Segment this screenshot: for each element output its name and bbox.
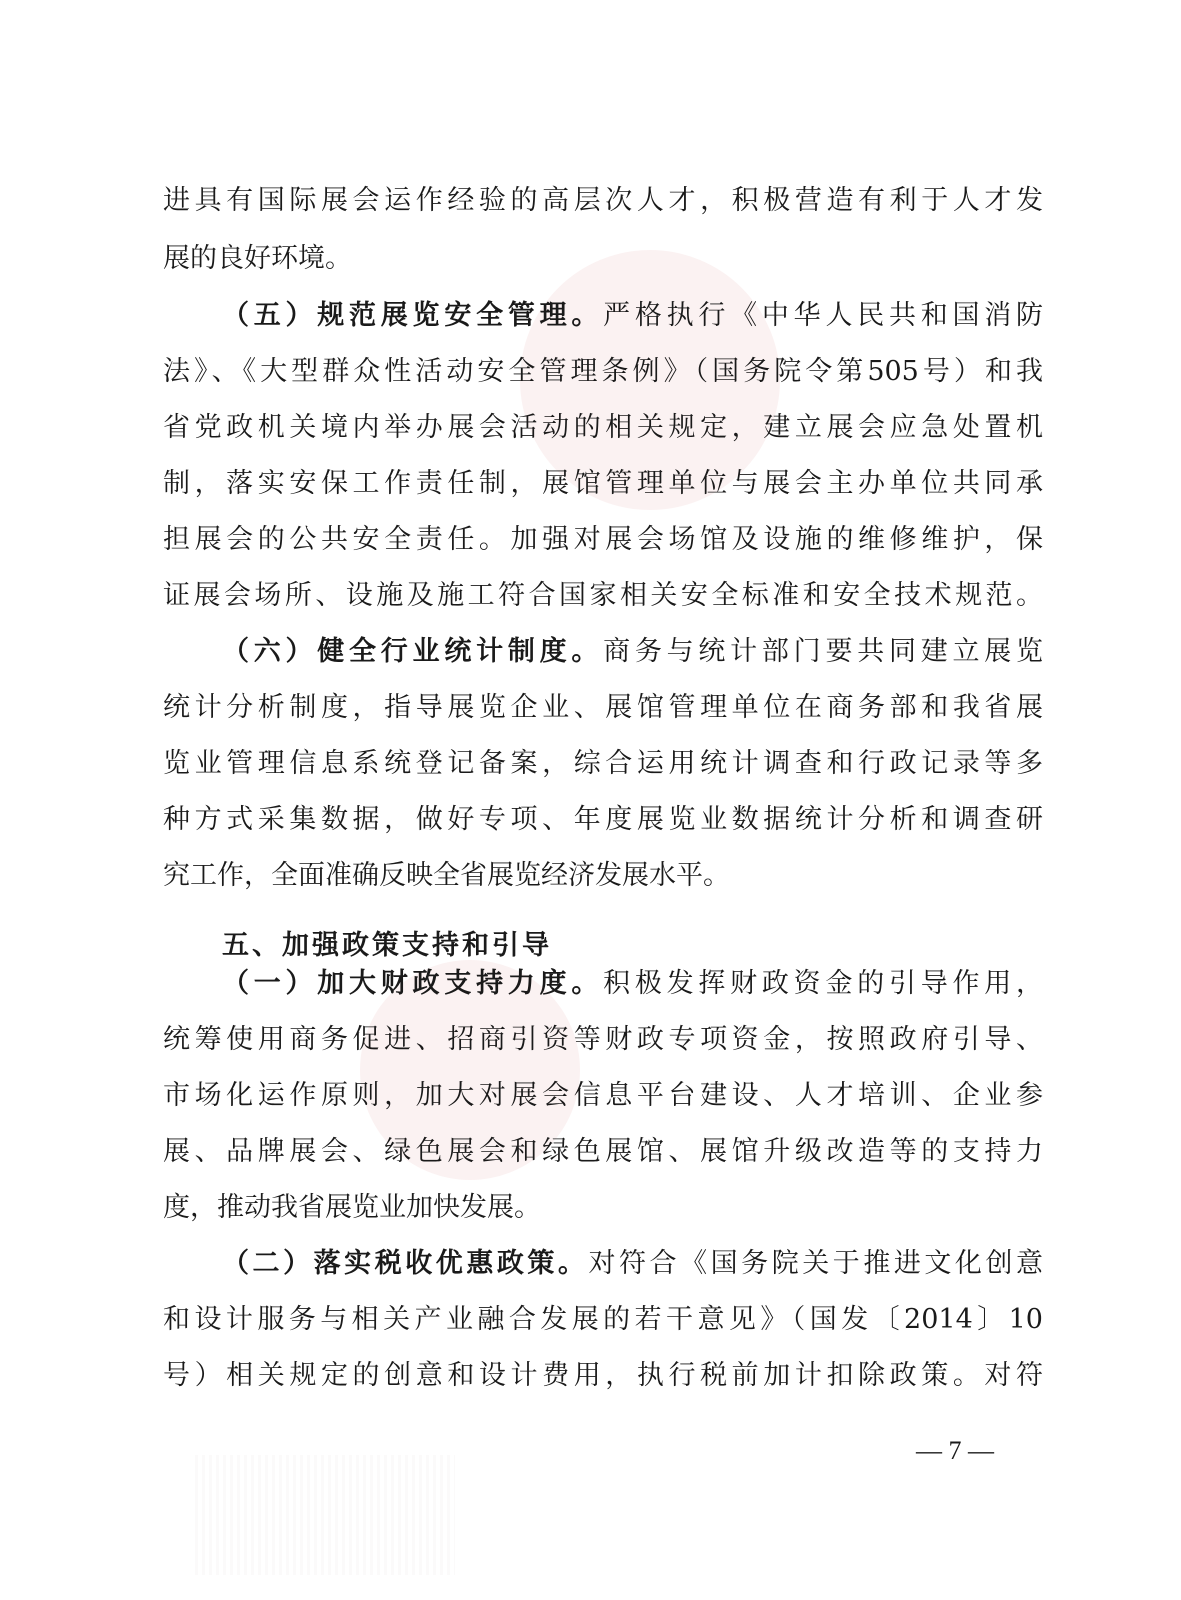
body-line: 统筹使用商务促进、招商引资等财政专项资金，按照政府引导、 (163, 1024, 1043, 1055)
body-line: 究工作，全面准确反映全省展览经济发展水平。 (163, 860, 730, 891)
body-line: 担展会的公共安全责任。加强对展会场馆及设施的维修维护，保 (163, 524, 1043, 555)
body-line: 览业管理信息系统登记备案，综合运用统计调查和行政记录等多 (163, 748, 1043, 779)
section-lead: （六）健全行业统计制度。 (222, 636, 604, 667)
section-lead: （五）规范展览安全管理。 (222, 300, 604, 331)
body-line: 法》、《大型群众性活动安全管理条例》（国务院令第505号）和我 (163, 356, 1043, 387)
body-line: 号）相关规定的创意和设计费用，执行税前加计扣除政策。对符 (163, 1360, 1043, 1391)
body-line: 市场化运作原则，加大对展会信息平台建设、人才培训、企业参 (163, 1080, 1043, 1111)
body-line: 证展会场所、设施及施工符合国家相关安全标准和安全技术规范。 (163, 580, 1043, 611)
faint-stamp-bleedthrough (195, 1455, 455, 1575)
paragraph-lead-line (222, 1248, 1043, 1280)
section-heading: 五、加强政策支持和引导 (222, 930, 552, 961)
body-text: 积极发挥财政资金的引导作用， (603, 968, 1044, 999)
body-line: 和设计服务与相关产业融合发展的若干意见》（国发〔2014〕10 (163, 1304, 1043, 1335)
section-lead: （二）落实税收优惠政策。 (222, 1248, 589, 1279)
body-line: 进具有国际展会运作经验的高层次人才，积极营造有利于人才发 (163, 185, 1043, 216)
body-text: 商务与统计部门要共同建立展览 (603, 636, 1044, 667)
paragraph-lead-line (222, 300, 1043, 332)
body-line: 省党政机关境内举办展会活动的相关规定，建立展会应急处置机 (163, 412, 1043, 443)
page-number: — 7 — (916, 1436, 994, 1465)
body-text: 严格执行《中华人民共和国消防 (603, 300, 1044, 331)
section-lead: （一）加大财政支持力度。 (222, 968, 604, 999)
body-line: 展的良好环境。 (163, 243, 352, 274)
body-line: 展、品牌展会、绿色展会和绿色展馆、展馆升级改造等的支持力 (163, 1136, 1043, 1167)
body-line: 种方式采集数据，做好专项、年度展览业数据统计分析和调查研 (163, 804, 1043, 835)
paragraph-lead-line (222, 636, 1043, 668)
body-line: 统计分析制度，指导展览企业、展馆管理单位在商务部和我省展 (163, 692, 1043, 723)
paragraph-lead-line (222, 968, 1043, 1000)
body-line: 制，落实安保工作责任制，展馆管理单位与展会主办单位共同承 (163, 468, 1043, 499)
body-line: 度，推动我省展览业加快发展。 (163, 1192, 541, 1223)
body-text: 对符合《国务院关于推进文化创意 (588, 1248, 1044, 1279)
